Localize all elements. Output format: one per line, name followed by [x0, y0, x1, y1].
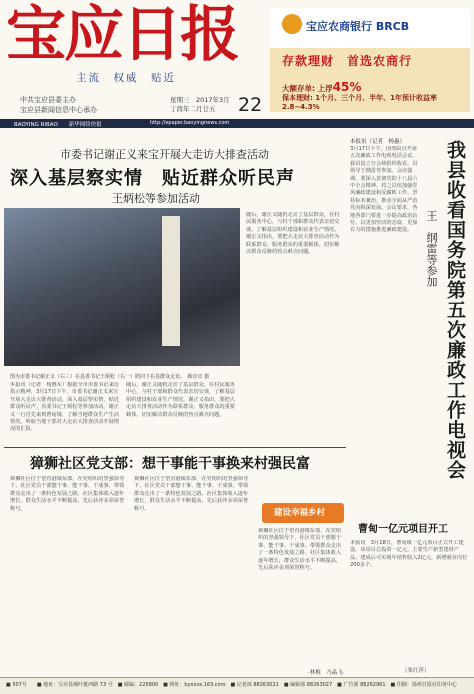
lead-photo	[4, 208, 240, 366]
rural-section-badge-label: 建设幸福乡村	[274, 508, 326, 518]
lead-headline: 深入基层察实情 贴近群众听民声	[10, 168, 295, 189]
right-column-headline: 我县收看国务院第五次廉政工作电视会	[444, 140, 466, 480]
page-number: 22	[238, 94, 263, 116]
lead-body-right: 随后，谢正义随机走访了基层群众，在村民服务中心，与村干部和群众代表亲切交谈，了解基层组织建设和农业生产情况。谢正义指出，要把大走访大排查活动作为联系群众、服务群众的重要载体，切实解决群众反映的热点难点问题。	[246, 212, 340, 256]
section-divider	[4, 447, 346, 448]
photo-caption: 图为市委书记谢正义（右三）在县委书记王炳松（右一）陪同下在县群众走访。 韩宜宜 摄	[10, 374, 210, 380]
story2-headline: 獐狮社区党支部：想干事能干事换来村强民富	[30, 456, 310, 472]
story3-body: 本报讯 3月18日，曹甸镇一亿元项目正式开工建设。该项目总投资一亿元，主要生产新型建材产品，建成后可实现年销售收入2亿元，新增就业岗位200多个。	[350, 540, 468, 569]
right-column-body: 3月17日下午，国务院召开第五次廉政工作电视电话会议。我县设立分会场组织收看。县领导王纲雷等参加。会议强调，要深入贯彻党的十八届六中全会精神，持之以恒加强党风廉政建设和反腐败工作，坚持标本兼治，推动全面从严治党向纵深发展。会议要求，各地各部门要进一步提高政治站位，以更加坚决的态度、更加有力的措施推进廉政建设。	[350, 146, 418, 234]
lead-body-continued: 随后，谢正义随机走访了基层群众，在村民服务中心，与村干部和群众代表亲切交谈，了解基层组织建设和农业生产情况。谢正义指出，要把大走访大排查活动作为联系群众、服务群众的重要载体，切实解决群众反映的热点难点问题。	[126, 382, 235, 418]
sponsor-line: 中共宝应县委主办	[20, 96, 76, 104]
lead-kicker: 市委书记谢正义来宝开展大走访大排查活动	[60, 148, 269, 161]
strip-label: BAOYING RIBAO 新华网络快报	[14, 122, 113, 128]
story2-author: ·林梅 乃晶飞·	[308, 670, 345, 676]
ad-deposit-rate: 45%	[332, 80, 362, 94]
ad-slogan: 存款理财 首选农商行	[282, 54, 413, 68]
lead-body-left: 本报讯（记者 杨惠军）根据全市市委书记来访指示精神，3月17日下午，市委书记谢正义来宝开展大走访大排查活动，深入基层察实情，贴近群众听民声。县委书记王炳松等参加活动。谢正义一行首先来到曹甸镇，了解当地群众生产生活情况，听取当地干部对大走访大排查活动开展情况的汇报。	[10, 382, 119, 433]
ad-deposit-label: 大额存单: 上浮	[282, 84, 333, 93]
masthead-title: 宝应日报	[6, 0, 238, 70]
story2-body-col1: 獐狮社区位于望直港镇东部，在党组织的坚强领导下，社区党员干部想干事、能干事、干成事，带领群众走出了一条特色发展之路。社区集体收入逐年增长，群众生活水平不断提高，先后获评多项荣誉称号。	[10, 476, 125, 512]
story2-body-col2: 獐狮社区位于望直港镇东部，在党组织的坚强领导下，社区党员干部想干事、能干事、干成事，带领群众走出了一条特色发展之路。社区集体收入逐年增长，群众生活水平不断提高，先后获评多项荣誉称号。	[134, 476, 249, 512]
right-column-byline: 本报讯（记者 杨惠）	[350, 139, 406, 145]
lead-subhead: 王炳松等参加活动	[112, 192, 200, 205]
footer-info: ■ 507号 ■ 地址：宝应县城叶挺西路 73 号 ■ 邮编：225800 ■ 网址：byxxzx.163.com ■ 记者部 88263021 ■ 编辑部 88263027 ■ 广告部 88262961 ■ 印刷：扬州日报社印务中心	[6, 682, 457, 688]
publisher-line: 宝应县新闻信息中心承办	[20, 106, 97, 114]
story2-body-col3: 獐狮社区位于望直港镇东部，在党组织的坚强领导下，社区党员干部想干事、能干事、干成事，带领群众走出了一条特色发展之路。社区集体收入逐年增长，群众生活水平不断提高，先后获评多项荣誉称号。	[258, 528, 342, 572]
date-line: 星期三 2017年3月	[170, 96, 230, 104]
right-column-subhead: 王 纲雷等参加	[425, 210, 438, 287]
masthead-slogan: 主流 权威 贴近	[76, 72, 176, 84]
bank-logo-icon	[282, 14, 302, 34]
bank-name: 宝应农商银行 BRCB	[306, 20, 410, 33]
ad-wealth-line: 保本理财: 1个月、三个月、半年、1年预计收益率2.8~4.3%	[282, 94, 437, 111]
lunar-date-line: 丁酉年二月廿五	[170, 105, 216, 113]
issue-date	[170, 96, 230, 114]
photo-signboard	[162, 216, 180, 346]
story3-author: （朱红萍）	[402, 668, 430, 674]
ad-deposit-line	[282, 80, 361, 94]
story3-headline: 曹甸一亿元项目开工	[358, 524, 448, 535]
strip-url[interactable]: http://epaper.baoyingnews.com	[150, 120, 230, 126]
